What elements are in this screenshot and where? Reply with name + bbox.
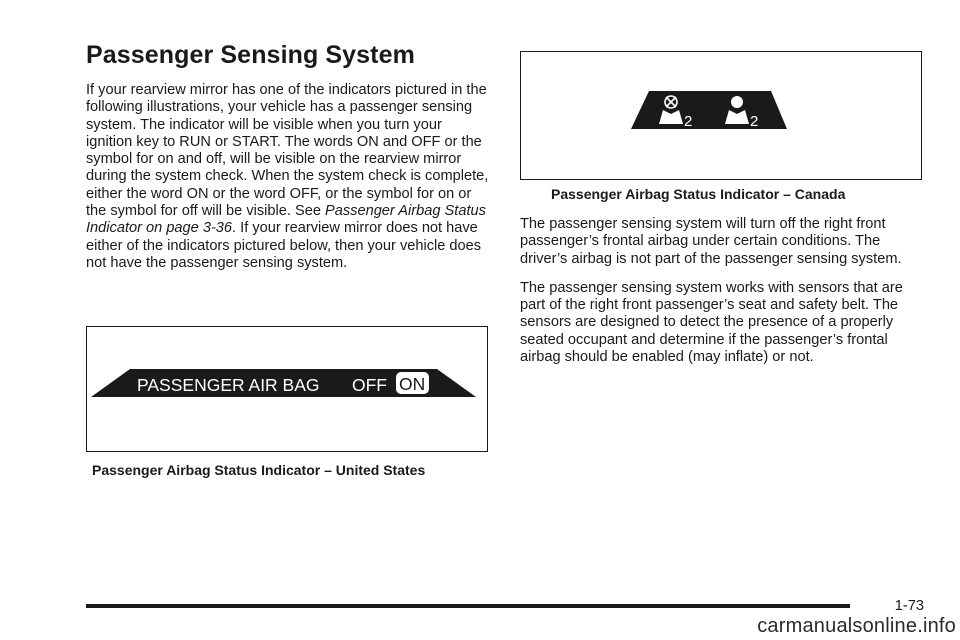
us-label-passenger-air-bag: PASSENGER AIR BAG bbox=[137, 375, 320, 395]
left-column bbox=[86, 40, 492, 272]
intro-paragraph bbox=[86, 82, 492, 272]
intro-cross-reference: Passenger Airbag Status Indicator on page 3-36 bbox=[86, 203, 486, 237]
figure-us-caption: Passenger Airbag Status Indicator – United States bbox=[92, 462, 426, 478]
airbag-off-icon-number: 2 bbox=[684, 113, 693, 130]
watermark-text: carmanualsonline.info bbox=[757, 615, 956, 637]
figure-canada-indicator bbox=[520, 51, 922, 180]
airbag-on-icon-number: 2 bbox=[750, 113, 759, 130]
intro-text-after: . If your rearview mirror does not have either of the indicators pictured below, then your vehicle does not have the passenger sensing system. bbox=[86, 220, 482, 271]
right-paragraph-1: The passenger sensing system will turn off the right front passenger’s frontal airbag under certain conditions. The driver’s airbag is not part of the passenger sensing system. bbox=[520, 216, 902, 267]
footer-rule bbox=[86, 604, 850, 608]
figure-us-indicator bbox=[86, 326, 488, 452]
us-indicator-illustration bbox=[87, 327, 486, 450]
intro-text: If your rearview mirror has one of the indicators pictured in the following illustrations, your vehicle has a passenger sensing system. The indicator will be visible when you turn your ignition key to RUN or START. The words ON and OFF or the symbol for on and off, will be visible on the rearview mirror during the system check. When the system check is complete, either the word ON or the word OFF, or the symbol for on or the symbol for off will be visible. See bbox=[86, 82, 489, 220]
canada-indicator-illustration bbox=[521, 52, 920, 178]
figure-canada-caption: Passenger Airbag Status Indicator – Canada bbox=[551, 186, 846, 202]
right-paragraph-2: The passenger sensing system works with sensors that are part of the right front passenger’s seat and safety belt. The sensors are designed to detect the presence of a properly seated occupant and determine if the passenger’s frontal airbag should be enabled (may inflate) or not. bbox=[520, 279, 903, 366]
right-column-text bbox=[520, 216, 924, 366]
canada-indicator-panel bbox=[631, 91, 787, 129]
us-label-off: OFF bbox=[352, 375, 387, 395]
us-label-on: ON bbox=[399, 374, 426, 394]
section-title: Passenger Sensing System bbox=[86, 41, 415, 69]
page-number: 1-73 bbox=[894, 598, 924, 614]
